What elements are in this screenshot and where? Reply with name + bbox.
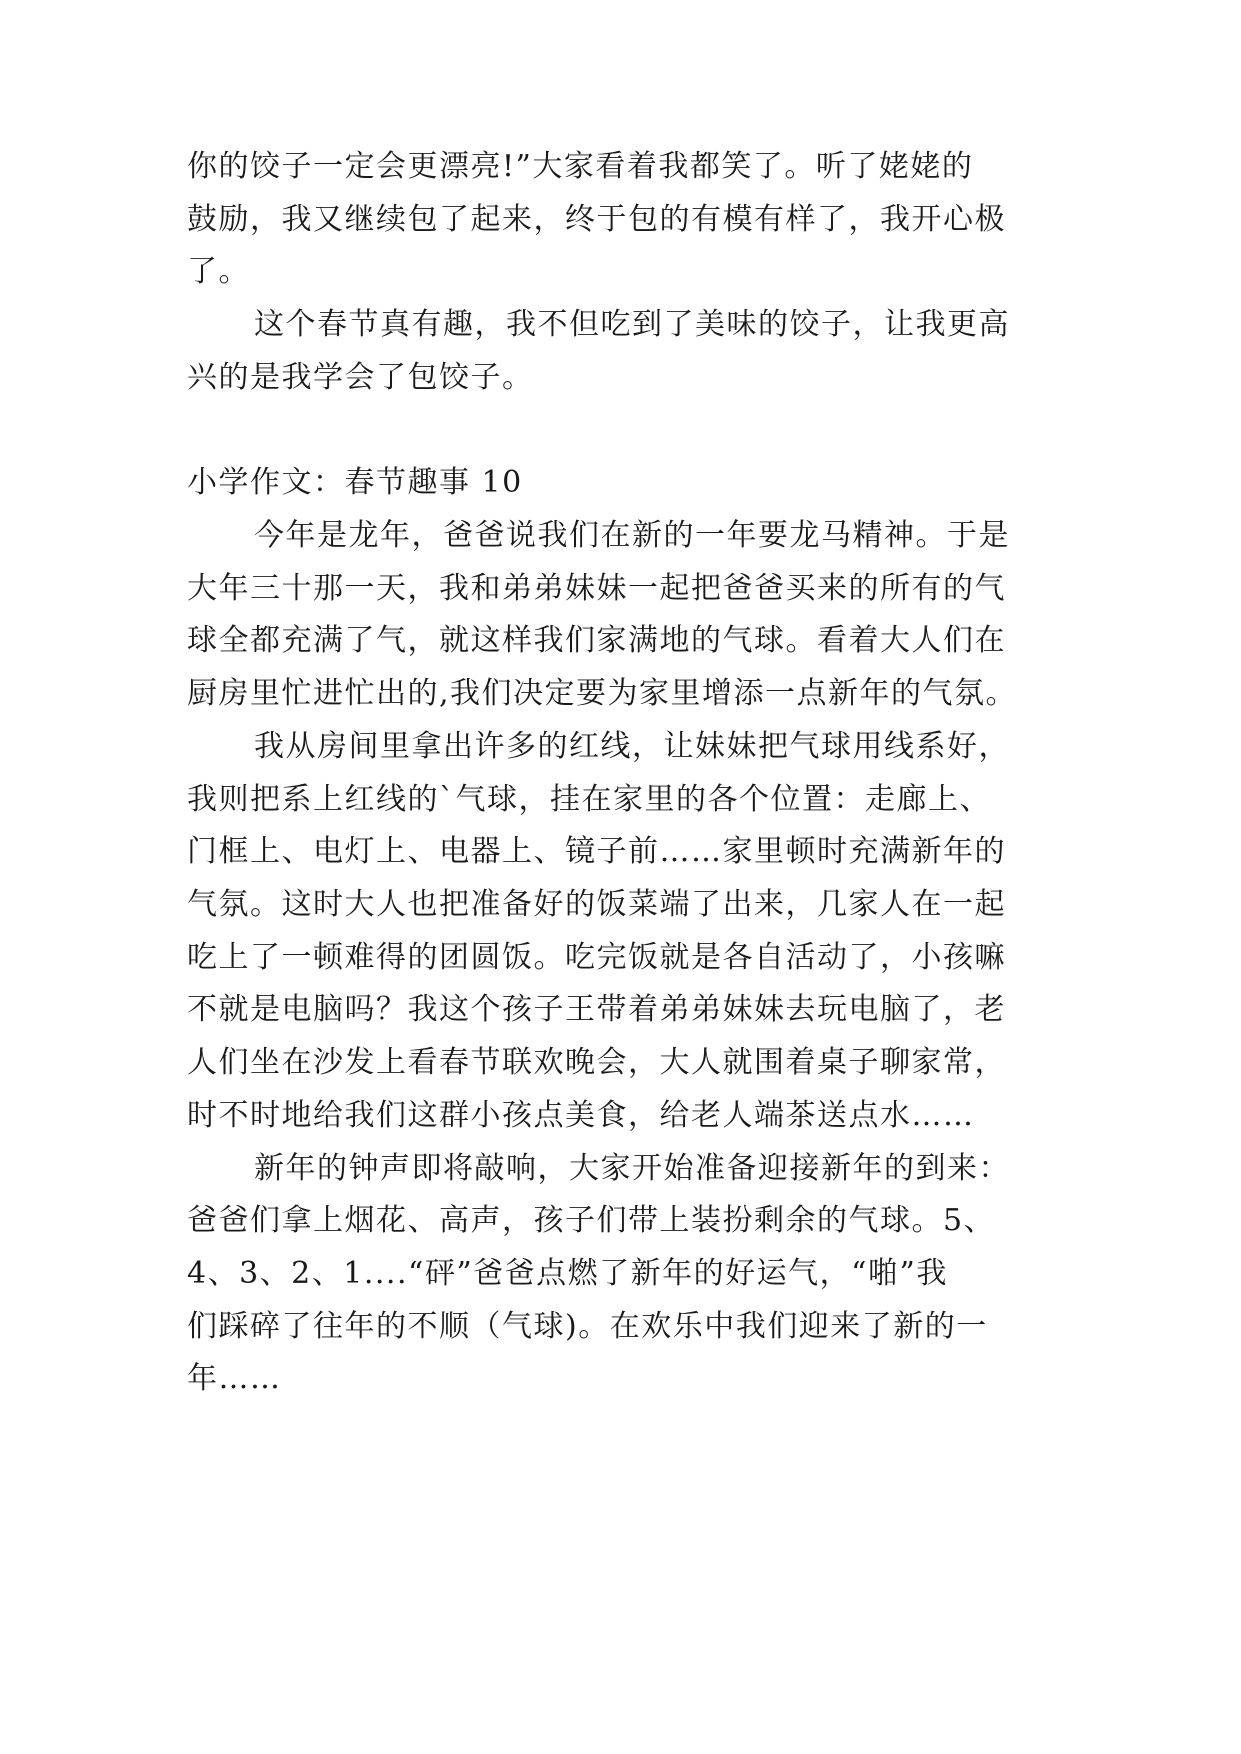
- text-line: 你的饺子一定会更漂亮!”大家看着我都笑了。听了姥姥的: [187, 149, 974, 184]
- text-line: 爸爸们拿上烟花、高声，孩子们带上装扮剩余的气球。5、: [187, 1203, 996, 1238]
- text-line: 4、3、2、1....“砰”爸爸点燃了新年的好运气，“啪”我: [187, 1256, 948, 1291]
- text-line: 我则把系上红线的`气球，挂在家里的各个位置：走廊上、: [187, 782, 991, 817]
- text-line: 厨房里忙进忙出的,我们决定要为家里增添一点新年的气氛。: [187, 676, 1018, 711]
- text-line: 年……: [187, 1361, 282, 1396]
- section-heading: 小学作文：春节趣事 10: [187, 465, 523, 500]
- text-line: 鼓励，我又继续包了起来，终于包的有模有样了，我开心极: [187, 202, 1006, 237]
- text-line: 门框上、电灯上、电器上、镜子前……家里顿时充满新年的: [187, 834, 1006, 869]
- text-line: 球全都充满了气，就这样我们家满地的气球。看着大人们在: [187, 623, 1006, 658]
- text-line: 新年的钟声即将敲响，大家开始准备迎接新年的到来：: [254, 1151, 1010, 1186]
- text-line: 人们坐在沙发上看春节联欢晚会，大人就围着桌子聊家常，: [187, 1045, 1006, 1080]
- text-line: 不就是电脑吗？我这个孩子王带着弟弟妹妹去玩电脑了，老: [187, 992, 1006, 1027]
- text-line: 了。: [187, 254, 250, 289]
- text-line: 大年三十那一天，我和弟弟妹妹一起把爸爸买来的所有的气: [187, 571, 1006, 606]
- text-line: 今年是龙年，爸爸说我们在新的一年要龙马精神。于是: [254, 518, 1010, 553]
- text-line: 这个春节真有趣，我不但吃到了美味的饺子，让我更高: [254, 307, 1010, 342]
- text-line: 兴的是我学会了包饺子。: [187, 360, 534, 395]
- text-line: 气氛。这时大人也把准备好的饭菜端了出来，几家人在一起: [187, 887, 1006, 922]
- text-line: 吃上了一顿难得的团圆饭。吃完饭就是各自活动了，小孩嘛: [187, 940, 1006, 975]
- text-line: 们踩碎了往年的不顺（气球)。在欢乐中我们迎来了新的一: [187, 1309, 988, 1344]
- text-line: 时不时地给我们这群小孩点美食，给老人端茶送点水……: [187, 1098, 975, 1133]
- text-line: 我从房间里拿出许多的红线，让妹妹把气球用线系好，: [254, 729, 1010, 764]
